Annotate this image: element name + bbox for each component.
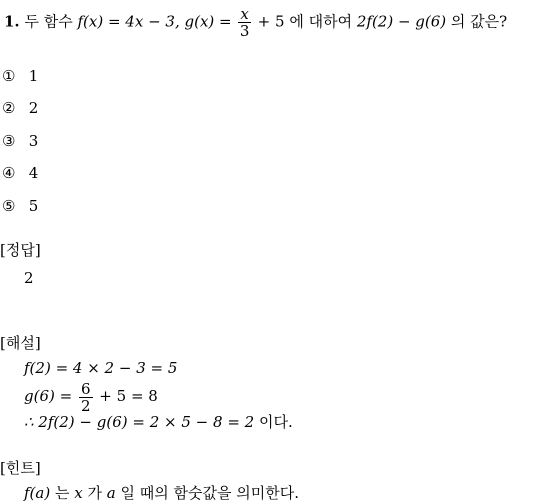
g-fraction-numerator: x	[240, 5, 249, 23]
choice-1[interactable]	[2, 66, 38, 86]
question-number: 1.	[4, 12, 20, 31]
f-definition: f(x) = 4x − 3,	[77, 12, 180, 31]
question-line	[4, 6, 507, 39]
g-fraction	[238, 6, 250, 39]
answer-value: 2	[24, 269, 34, 287]
solution-fraction-denominator: 2	[80, 396, 91, 415]
hint-math-a: a	[106, 484, 116, 502]
choice-2[interactable]	[2, 98, 38, 118]
g-definition-lhs: g(x) =	[184, 12, 232, 31]
choice-marker: ④	[2, 164, 16, 182]
solution-line-2	[24, 378, 158, 414]
answer-label: [정답]	[0, 241, 41, 259]
choice-marker: ⑤	[2, 197, 16, 215]
choice-value: 5	[28, 197, 39, 215]
choice-value: 3	[28, 132, 39, 150]
solution-g-lhs: g(6) =	[24, 387, 73, 405]
hint-label: [힌트]	[0, 459, 41, 477]
choice-value: 2	[28, 99, 39, 117]
question-text-end: 의 값은?	[450, 12, 508, 31]
solution-conclusion-math: ∴ 2f(2) − g(6) = 2 × 5 − 8 = 2	[24, 413, 255, 431]
solution-line-1: f(2) = 4 × 2 − 3 = 5	[24, 359, 178, 377]
choice-3[interactable]	[2, 131, 38, 151]
choice-value: 4	[28, 164, 39, 182]
hint-text-1: 는	[54, 484, 70, 502]
hint-math-x: x	[74, 484, 83, 502]
choice-marker: ③	[2, 132, 16, 150]
choice-marker: ①	[2, 67, 16, 85]
hint-math-fa: f(a)	[24, 484, 51, 502]
question-text-mid: 에 대하여	[289, 12, 353, 31]
solution-fraction-numerator: 6	[80, 379, 91, 398]
solution-fraction	[79, 381, 93, 414]
hint-text	[24, 483, 299, 503]
solution-conclusion-text: 이다.	[258, 413, 293, 431]
choice-marker: ②	[2, 99, 16, 117]
choice-5[interactable]	[2, 196, 38, 216]
hint-text-3: 일 때의 함숫값을 의미한다.	[120, 484, 299, 502]
solution-label: [해설]	[0, 334, 41, 352]
solution-g-rest: + 5 = 8	[99, 387, 158, 405]
g-definition-rest: + 5	[257, 12, 285, 31]
question-expression: 2f(2) − g(6)	[356, 12, 447, 31]
question-text-prefix: 두 함수	[24, 12, 73, 31]
solution-line-3	[24, 412, 293, 432]
choice-4[interactable]	[2, 163, 38, 183]
choice-value: 1	[28, 67, 39, 85]
g-fraction-denominator: 3	[239, 22, 250, 40]
hint-text-2: 가	[87, 484, 103, 502]
